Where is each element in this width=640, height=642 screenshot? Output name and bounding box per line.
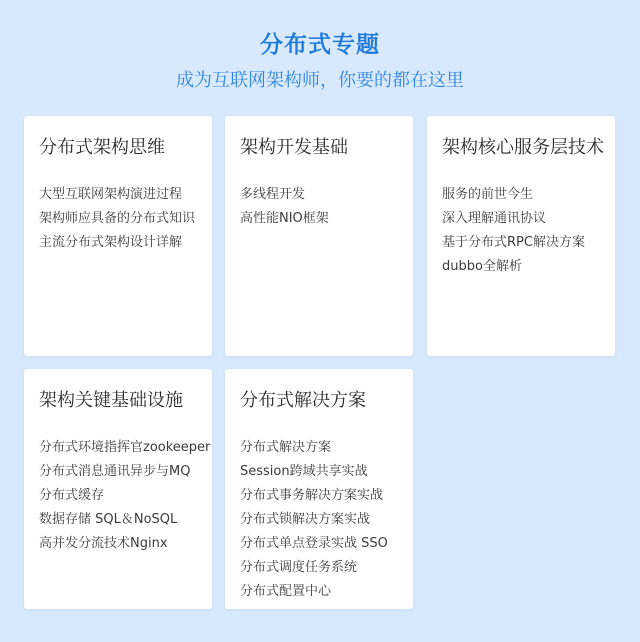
list-item: 分布式解决方案 xyxy=(240,440,332,455)
card-item-list xyxy=(240,436,388,604)
list-item: dubbo全解析 xyxy=(442,259,522,274)
topic-card-key-infrastructure xyxy=(24,369,212,609)
card-title: 分布式解决方案 xyxy=(240,390,366,411)
list-item: 服务的前世今生 xyxy=(442,187,534,202)
list-item: 分布式单点登录实战 SSO xyxy=(240,536,388,551)
list-item: 数据存储 SQL＆NoSQL xyxy=(39,512,178,527)
list-item: 分布式锁解决方案实战 xyxy=(240,512,371,527)
list-item: 分布式缓存 xyxy=(39,488,105,503)
page-title: 分布式专题 xyxy=(260,32,380,58)
list-item: 分布式配置中心 xyxy=(240,584,332,599)
card-title: 架构核心服务层技术 xyxy=(442,137,604,158)
list-item: 分布式事务解决方案实战 xyxy=(240,488,384,503)
card-title: 分布式架构思维 xyxy=(39,137,165,158)
topic-card-distributed-solutions xyxy=(225,369,413,609)
card-item-list xyxy=(442,183,585,279)
card-title: 架构开发基础 xyxy=(240,137,348,158)
topic-card-core-service-layer xyxy=(427,116,615,356)
list-item: 分布式调度任务系统 xyxy=(240,560,358,575)
list-item: 深入理解通讯协议 xyxy=(442,211,547,226)
page-subtitle: 成为互联网架构师，你要的都在这里 xyxy=(176,70,464,91)
card-item-list xyxy=(39,436,210,556)
list-item: 主流分布式架构设计详解 xyxy=(39,235,183,250)
list-item: 多线程开发 xyxy=(240,187,306,202)
card-title: 架构关键基础设施 xyxy=(39,390,183,411)
card-item-list xyxy=(39,183,195,255)
card-item-list xyxy=(240,183,329,231)
topic-card-distributed-architecture-thinking xyxy=(24,116,212,356)
list-item: 分布式环境指挥官zookeeper xyxy=(39,440,211,455)
list-item: 大型互联网架构演进过程 xyxy=(39,187,183,202)
list-item: 高性能NIO框架 xyxy=(240,211,329,226)
list-item: 架构师应具备的分布式知识 xyxy=(39,211,196,226)
list-item: Session跨域共享实战 xyxy=(240,464,368,479)
topic-card-architecture-dev-basics xyxy=(225,116,413,356)
list-item: 高并发分流技术Nginx xyxy=(39,536,168,551)
list-item: 分布式消息通讯异步与MQ xyxy=(39,464,191,479)
list-item: 基于分布式RPC解决方案 xyxy=(442,235,585,250)
